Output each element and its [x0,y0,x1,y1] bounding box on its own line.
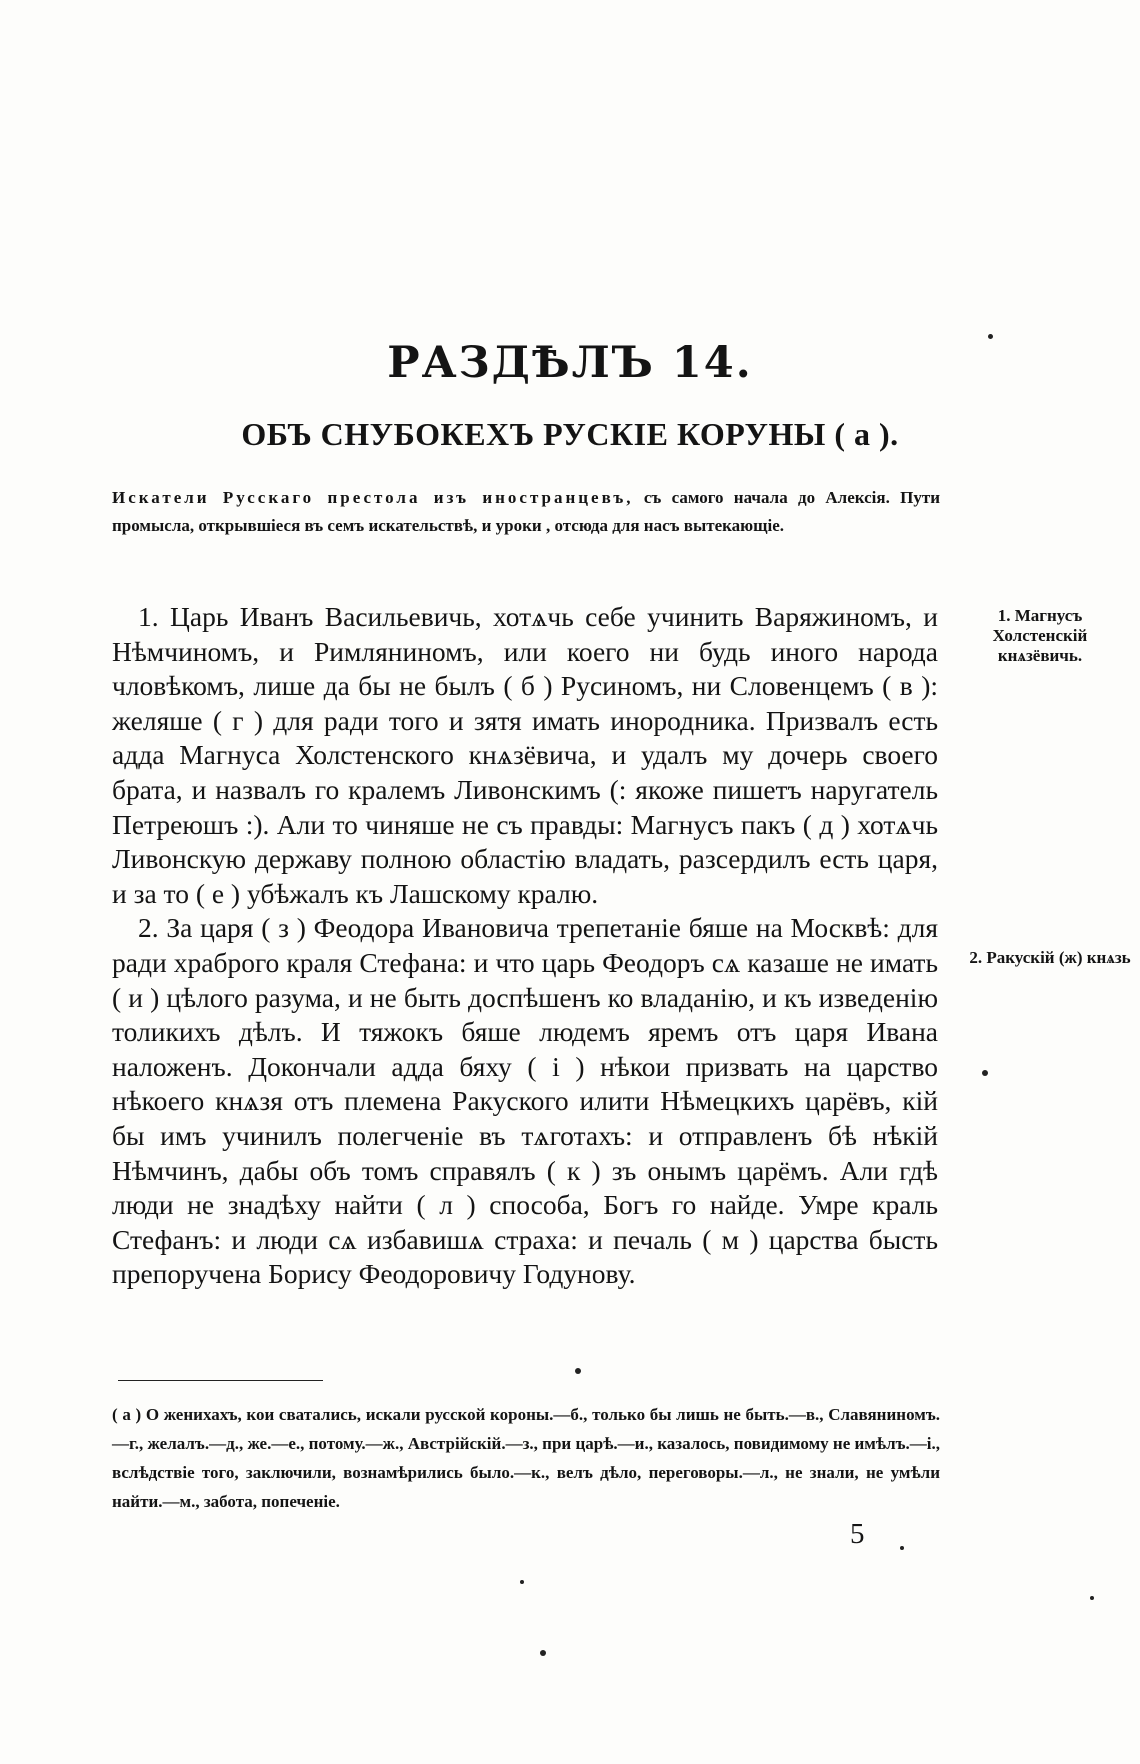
paragraph-1: 1. Царь Иванъ Васильевичь, хотѧчь себе учинить Варяжиномъ, и Нѣмчиномъ, и Римляниномъ, или коего ни будь иного народа чловѣкомъ, лише да бы не былъ ( б ) Русиномъ, ни Словенцемъ ( в ): желяше ( г ) для ради того и зятя имать инородника. Призвалъ есть адда Магнуса Холстенского кнѧзёвича, и удалъ му дочерь своего брата, и назвалъ го кралемъ Ливонскимъ (: якоже пишетъ наругатель Петреюшъ :). Али то чиняше не съ правды: Магнусъ пакъ ( д ) хотѧчь Ливонскую державу полною областію владать, разсердилъ есть царя, и за то ( е ) убѣжалъ къ Лашскому кралю. [112,601,938,909]
margin-note-magnus: 1. Магнусъ Холстенскій кнѧзёвичь. [992,606,1088,665]
chapter-title: РАЗДѢЛЪ 14. [387,338,753,388]
print-speck [900,1546,904,1550]
page-number: 5 [850,1518,865,1550]
main-text [112,600,938,1292]
chapter-subtitle: ОБЪ СНУБОКЕХЪ РУСКІЕ КОРУНЫ ( а ). [241,416,899,452]
footnote-divider [118,1380,323,1381]
print-speck [540,1650,546,1656]
summary-rest: съ самого начала до Алексія. Пути промысла, открывшіеся въ семъ искательствѣ, и уроки , отсюда для насъ вытекающіе. [112,488,941,535]
summary-lead: Искатели Русскаго престола изъ иностранцевъ, [112,488,634,507]
print-speck [575,1368,581,1374]
chapter-summary [112,484,940,540]
print-speck [988,334,993,339]
print-speck [982,1070,988,1076]
print-speck [520,1580,524,1584]
margin-note-austrian-prince: 2. Ракускій (ж) кнѧзь [969,948,1131,967]
print-speck [1090,1596,1094,1600]
footnote: ( а ) О женихахъ, кои сватались, искали русской короны.—б., только бы лишь не быть.—в., Славяниномъ.—г., желалъ.—д., же.—е., потому.—ж., Австрійскій.—з., при царѣ.—и., казалось, повидимому не имѣлъ.—і., вслѣдствіе того, заключили, вознамѣрились было.—к., велъ дѣло, переговоры.—л., не знали, не умѣли найти.—м., забота, попеченіе. [112,1405,940,1511]
paragraph-2: 2. За царя ( з ) Феодора Ивановича трепетаніе бяше на Москвѣ: для ради храброго краля Стефана: и что царь Феодоръ сѧ казаше не имать ( и ) цѣлого разума, и не быть доспѣшенъ ко владанію, и къ изведенію толикихъ дѣлъ. И тяжокъ бяше людемъ яремъ отъ царя Ивана наложенъ. Докончали адда бяху ( і ) нѣкои призвать на царство нѣкоего кнѧзя отъ племена Ракуского илити Нѣмецкихъ царёвъ, кій бы имъ учинилъ полегченіе въ тѧготахъ: и отправленъ бѣ нѣкій Нѣмчинъ, дабы объ томъ справялъ ( к ) зъ онымъ царёмъ. Али гдѣ люди не знадѣху найти ( л ) способа, Богъ го найде. Умре краль Стефанъ: и люди сѧ избавишѧ страха: и печаль ( м ) царства бысть препоручена Борису Феодоровичу Годунову. [112,912,938,1290]
